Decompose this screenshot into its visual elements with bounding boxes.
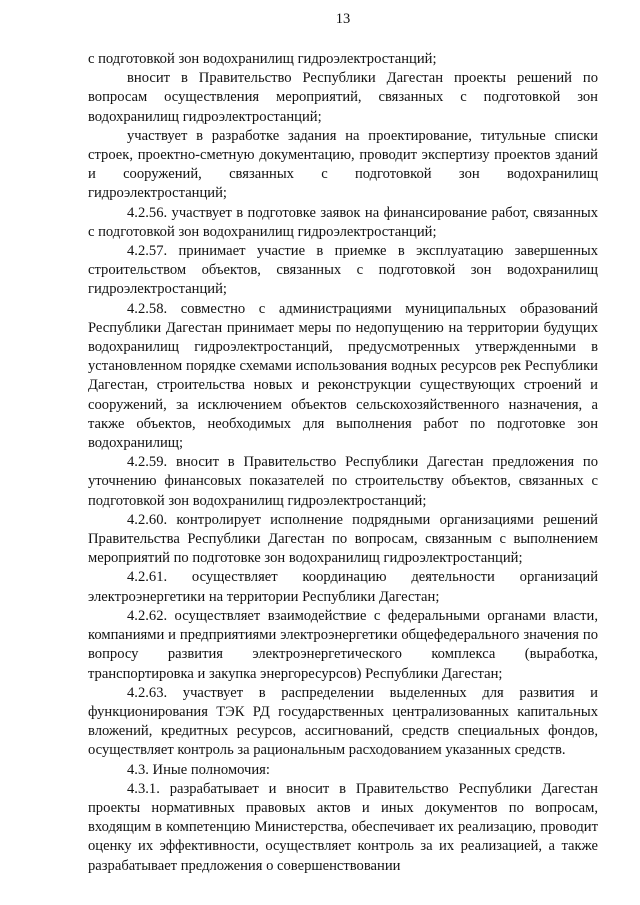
paragraph-4-2-61: 4.2.61. осуществляет координацию деятельности организаций электроэнергетики на территории Республики Дагестан; [88, 569, 598, 605]
paragraph-continuation: с подготовкой зон водохранилищ гидроэлектростанций; [88, 51, 437, 67]
page-number: 13 [335, 11, 351, 27]
paragraph-4-2-56: 4.2.56. участвует в подготовке заявок на финансирование работ, связанных с подготовкой зон водохранилищ гидроэлектростанций; [88, 204, 598, 240]
document-body [88, 50, 598, 876]
paragraph-4-2-57: 4.2.57. принимает участие в приемке в эксплуатацию завершенных строительством объектов, связанных с подготовкой зон водохранилищ гидроэлектростанций; [88, 243, 598, 298]
paragraph-4-2-62: 4.2.62. осуществляет взаимодействие с федеральными органами власти, компаниями и предприятиями электроэнергетики общефедерального значения по вопросу развития электроэнергетического комплекса (выработка, транспортировка и закупка энергоресурсов) Республики Дагестан; [88, 607, 598, 682]
paragraph-4-2-58: 4.2.58. совместно с администрациями муниципальных образований Республики Дагестан принимает меры по недопущению на территории будущих водохранилищ гидроэлектростанций, предусмотренных утвержденными в установленном порядке схемами использования водных ресурсов рек Республики Дагестан, строительства новых и реконструкции существующих строений и сооружений, за исключением объектов сельскохозяйственного назначения, а также объектов, необходимых для выполнения работ по подготовке зон водохранилищ; [88, 300, 598, 452]
paragraph-4-2-63: 4.2.63. участвует в распределении выделенных для развития и функционирования ТЭК РД государственных централизованных капитальных вложений, кредитных ресурсов, ассигнований, средств специальных фондов, осуществляет контроль за рациональным расходованием указанных средств. [88, 684, 598, 759]
paragraph-4-3-1: 4.3.1. разрабатывает и вносит в Правительство Республики Дагестан проекты нормативных правовых актов и иных документов по вопросам, входящим в компетенцию Министерства, обеспечивает их реализацию, проводит оценку их эффективности, осуществляет контроль за их реализацией, а также разрабатывает предложения о совершенствовании [88, 780, 598, 874]
paragraph-design-assignment: участвует в разработке задания на проектирование, титульные списки строек, проектно-сметную документацию, проводит экспертизу проектов зданий и сооружений, связанных с подготовкой зон водохранилищ гидроэлектростанций; [88, 127, 598, 202]
paragraph-submit-decisions: вносит в Правительство Республики Дагестан проекты решений по вопросам осуществления мероприятий, связанных с подготовкой зон водохранилищ гидроэлектростанций; [88, 70, 598, 125]
paragraph-4-2-60: 4.2.60. контролирует исполнение подрядными организациями решений Правительства Республики Дагестан по вопросам, связанным с выполнением мероприятий по подготовке зон водохранилищ гидроэлектростанций; [88, 511, 598, 567]
paragraph-4-2-59: 4.2.59. вносит в Правительство Республики Дагестан предложения по уточнению финансовых показателей по строительству объектов, связанных с подготовкой зон водохранилищ гидроэлектростанций; [88, 454, 598, 509]
paragraph-4-3-heading: 4.3. Иные полномочия: [127, 761, 270, 778]
